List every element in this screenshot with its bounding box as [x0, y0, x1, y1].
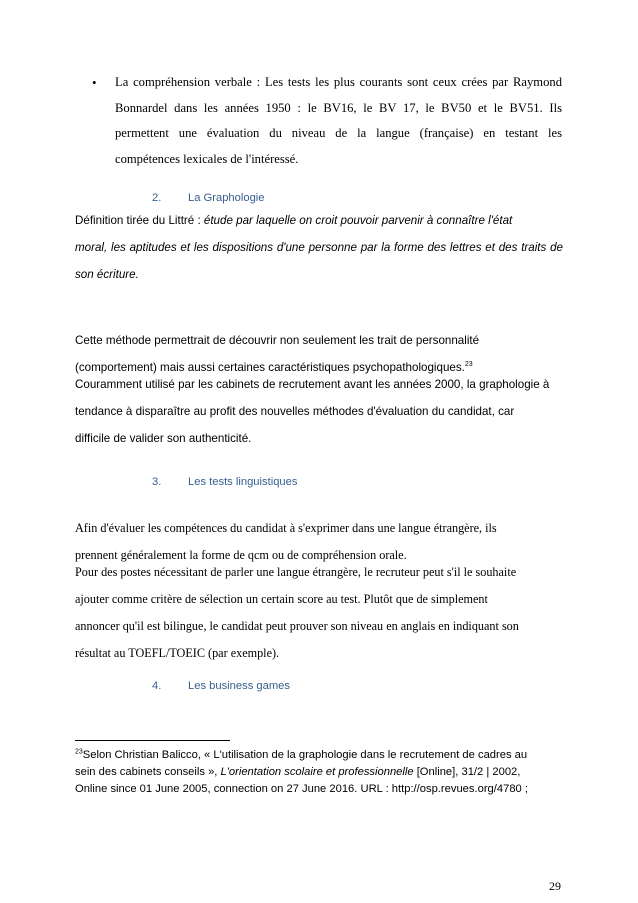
paragraph-line: tendance à disparaître au profit des nouvelles méthodes d'évaluation du candidat, car: [75, 405, 515, 418]
footnote-reference[interactable]: 23: [464, 361, 473, 369]
section-heading-business-games: [152, 678, 290, 694]
footnote: [75, 747, 565, 798]
bullet-line: La compréhension verbale : Les tests les plus courants sont ceux crées par Raymond: [115, 75, 562, 89]
section-number: 3.: [152, 476, 162, 488]
definition-text: son écriture.: [75, 268, 139, 281]
bullet-line: Bonnardel dans les années 1950 : le BV16, le BV 17, le BV50 et le BV51. Ils: [115, 100, 562, 115]
paragraph-line: prennent généralement la forme de qcm ou de compréhension orale.: [75, 548, 407, 562]
footnote-text: [Online], 31/2 | 2002,: [413, 766, 521, 778]
paragraph-line: Pour des postes nécessitant de parler une langue étrangère, le recruteur peut s'il le souhaite: [75, 565, 517, 579]
paragraph-line: Couramment utilisé par les cabinets de recrutement avant les années 2000, la graphologie à: [75, 378, 550, 391]
definition-paragraph: [75, 207, 563, 288]
footnote-text: Online since 01 June 2005, connection on 27 June 2016. URL : http://osp.revues.org/4780 ;: [75, 783, 528, 795]
section-title: Les business games: [188, 680, 290, 692]
footnote-journal-title: L'orientation scolaire et professionnelle: [220, 766, 414, 778]
page-number: 29: [549, 879, 561, 893]
footnote-number: 23: [75, 748, 83, 756]
footnote-text: sein des cabinets conseils »,: [75, 766, 221, 778]
bullet-item: [92, 70, 562, 172]
bullet-text: [115, 70, 562, 172]
footnote-divider: [75, 740, 230, 741]
linguistic-paragraph-2: [75, 559, 563, 667]
section-heading-linguistic-tests: [152, 474, 297, 490]
paragraph-line: difficile de valider son authenticité.: [75, 432, 252, 445]
bullet-line: compétences lexicales de l'intéressé.: [115, 151, 299, 166]
graphology-paragraph-2: [75, 371, 563, 452]
paragraph-line: (comportement) mais aussi certaines caractéristiques psychopathologiques.: [75, 361, 465, 374]
section-title: Les tests linguistiques: [188, 476, 298, 488]
paragraph-line: Afin d'évaluer les compétences du candidat à s'exprimer dans une langue étrangère, ils: [75, 521, 497, 535]
definition-text: moral, les aptitudes et les dispositions d'une personne par la forme des lettres et des traits de: [75, 241, 563, 254]
section-title: La Graphologie: [188, 192, 265, 204]
section-heading-graphologie: [152, 190, 265, 206]
paragraph-line: résultat au TOEFL/TOEIC (par exemple).: [75, 646, 280, 660]
footnote-text: Selon Christian Balicco, « L'utilisation de la graphologie dans le recrutement de cadres au: [82, 749, 528, 761]
paragraph-line: annoncer qu'il est bilingue, le candidat peut prouver son niveau en anglais en indiquant son: [75, 619, 519, 633]
section-number: 4.: [152, 680, 162, 692]
definition-text: étude par laquelle on croit pouvoir parvenir à connaître l'état: [203, 214, 513, 227]
section-number: 2.: [152, 192, 162, 204]
bullet-line: permettent une évaluation du niveau de la langue (française) en testant les: [115, 126, 562, 140]
paragraph-line: ajouter comme critère de sélection un certain score au test. Plutôt que de simplement: [75, 592, 488, 606]
paragraph-line: Cette méthode permettrait de découvrir non seulement les trait de personnalité: [75, 334, 480, 347]
bullet-icon: •: [92, 75, 97, 90]
definition-lead: Définition tirée du Littré :: [75, 214, 204, 227]
